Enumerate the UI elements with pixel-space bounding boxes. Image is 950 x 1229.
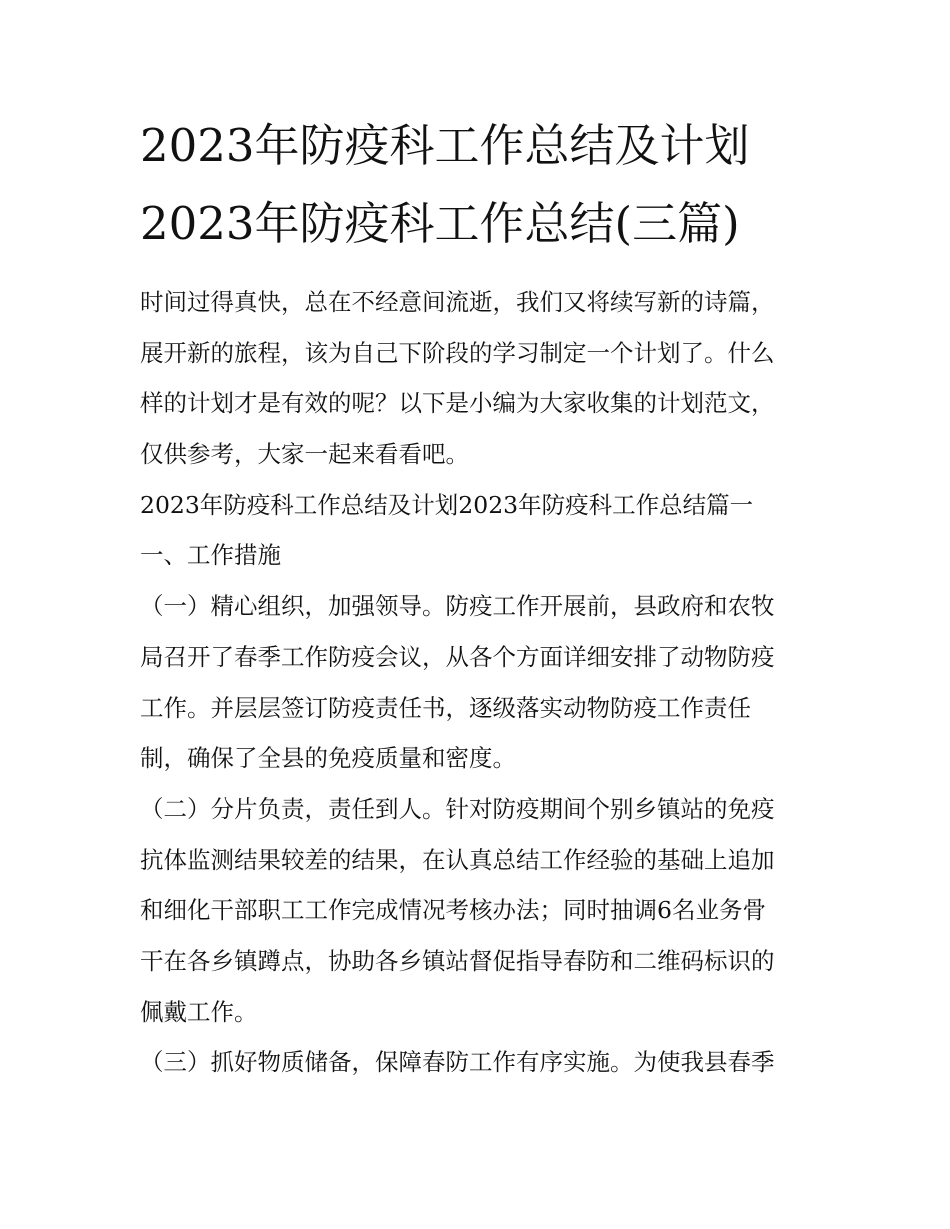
paragraph-1-line-3: 工作。并层层签订防疫责任书，逐级落实动物防疫工作责任 — [140, 693, 751, 722]
intro-line-3: 样的计划才是有效的呢？以下是小编为大家收集的计划范文， — [140, 389, 775, 418]
paragraph-2-line-4: 干在各乡镇蹲点，协助各乡镇站督促指导春防和二维码标识的 — [140, 946, 775, 975]
section-heading: 2023年防疫科工作总结及计划2023年防疫科工作总结篇一 — [140, 490, 754, 519]
intro-line-4: 仅供参考，大家一起来看看吧。 — [140, 440, 469, 469]
paragraph-2-line-2: 抗体监测结果较差的结果，在认真总结工作经验的基础上追加 — [140, 845, 775, 874]
intro-line-1: 时间过得真快，总在不经意间流逝，我们又将续写新的诗篇， — [140, 288, 775, 316]
intro-line-2: 展开新的旅程，该为自己下阶段的学习制定一个计划了。什么 — [140, 338, 775, 367]
paragraph-2-line-3: 和细化干部职工工作完成情况考核办法；同时抽调6名业务骨 — [140, 896, 766, 925]
document-title-line-1: 2023年防疫科工作总结及计划 — [140, 119, 750, 172]
paragraph-1-line-2: 局召开了春季工作防疫会议，从各个方面详细安排了动物防疫 — [140, 642, 775, 671]
document-body — [140, 277, 816, 1088]
paragraph-1-line-4: 制，确保了全县的免疫质量和密度。 — [140, 744, 516, 773]
paragraph-2-line-1: （二）分片负责，责任到人。针对防疫期间个别乡镇站的免疫 — [140, 794, 775, 823]
paragraph-3-line-1: （三）抓好物质储备，保障春防工作有序实施。为使我县春季 — [140, 1048, 775, 1077]
paragraph-2-line-5: 佩戴工作。 — [140, 997, 258, 1026]
paragraph-1-line-1: （一）精心组织，加强领导。防疫工作开展前，县政府和农牧 — [140, 592, 775, 621]
document-title-line-2: 2023年防疫科工作总结(三篇) — [140, 197, 740, 250]
subsection-heading: 一、工作措施 — [140, 541, 281, 570]
